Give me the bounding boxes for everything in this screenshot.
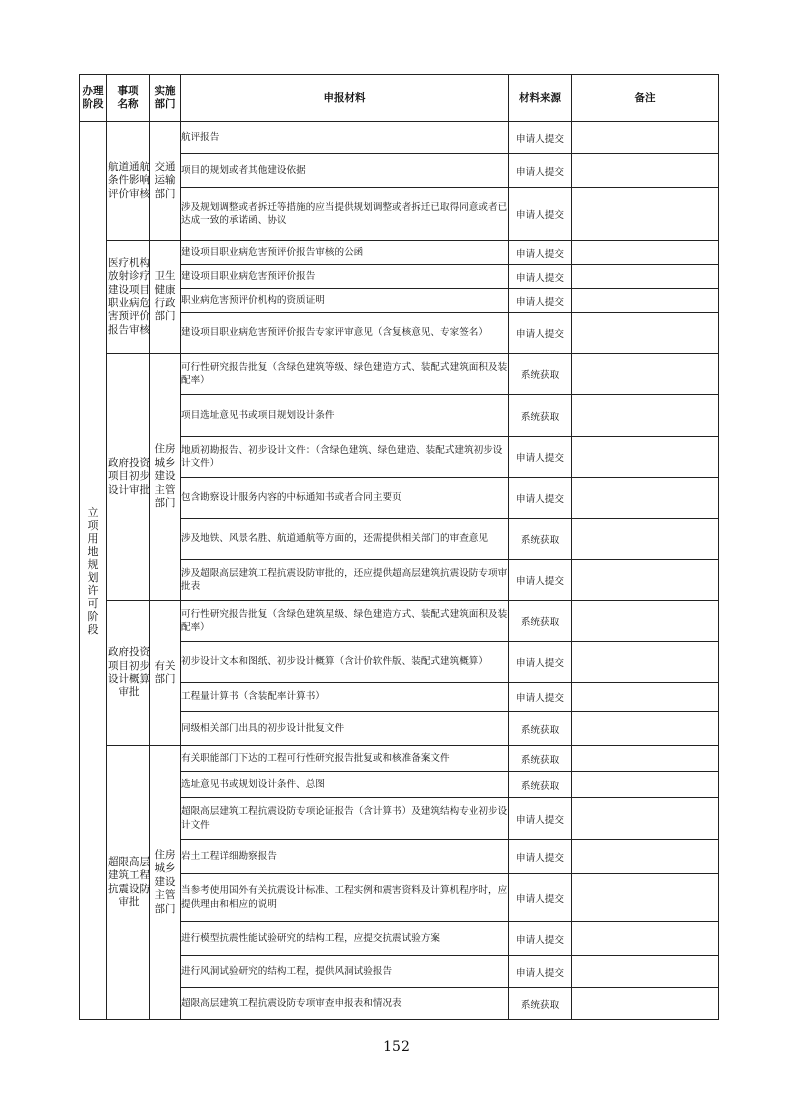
table-row [80, 241, 719, 265]
source-cell: 系统获取 [509, 772, 572, 798]
dept-cell: 住房城乡建设主管部门 [150, 746, 181, 1020]
source-cell: 申请人提交 [509, 265, 572, 289]
header-material: 申报材料 [181, 75, 509, 122]
item-cell: 航道通航条件影响评价审核 [107, 122, 150, 241]
source-cell: 申请人提交 [509, 956, 572, 988]
note-cell [572, 313, 719, 354]
header-item: 事项名称 [107, 75, 150, 122]
header-dept: 实施部门 [150, 75, 181, 122]
note-cell [572, 519, 719, 560]
material-cell: 超限高层建筑工程抗震设防专项论证报告（含计算书）及建筑结构专业初步设计文件 [181, 798, 509, 840]
phase-cell: 立项用地规划许可阶段 [80, 122, 107, 1020]
header-source: 材料来源 [509, 75, 572, 122]
item-cell: 医疗机构放射诊疗建设项目职业病危害预评价报告审核 [107, 241, 150, 354]
source-cell: 申请人提交 [509, 241, 572, 265]
material-cell: 建设项目职业病危害预评价报告专家评审意见（含复核意见、专家签名） [181, 313, 509, 354]
material-cell: 地质初勘报告、初步设计文件：（含绿色建筑、绿色建造、装配式建筑初步设计文件） [181, 437, 509, 478]
material-cell: 有关职能部门下达的工程可行性研究报告批复或和核准备案文件 [181, 746, 509, 772]
table-row [80, 354, 719, 395]
note-cell [572, 478, 719, 519]
material-cell: 项目的规划或者其他建设依据 [181, 154, 509, 188]
source-cell: 系统获取 [509, 519, 572, 560]
dept-cell: 有关部门 [150, 601, 181, 746]
note-cell [572, 988, 719, 1020]
note-cell [572, 712, 719, 746]
page-number: 152 [383, 1039, 410, 1055]
material-cell: 建设项目职业病危害预评价报告审核的公函 [181, 241, 509, 265]
material-cell: 项目选址意见书或项目规划设计条件 [181, 395, 509, 437]
note-cell [572, 241, 719, 265]
material-cell: 进行模型抗震性能试验研究的结构工程，应提交抗震试验方案 [181, 922, 509, 956]
note-cell [572, 265, 719, 289]
source-cell: 系统获取 [509, 746, 572, 772]
item-cell: 超限高层建筑工程抗震设防审批 [107, 746, 150, 1020]
note-cell [572, 601, 719, 642]
source-cell: 系统获取 [509, 395, 572, 437]
source-cell: 申请人提交 [509, 289, 572, 313]
note-cell [572, 188, 719, 241]
note-cell [572, 874, 719, 922]
materials-table [79, 74, 719, 1020]
material-cell: 同级相关部门出具的初步设计批复文件 [181, 712, 509, 746]
note-cell [572, 798, 719, 840]
note-cell [572, 437, 719, 478]
material-cell: 可行性研究报告批复（含绿色建筑等级、绿色建造方式、装配式建筑面积及装配率） [181, 354, 509, 395]
material-cell: 航评报告 [181, 122, 509, 154]
material-cell: 建设项目职业病危害预评价报告 [181, 265, 509, 289]
source-cell: 申请人提交 [509, 798, 572, 840]
note-cell [572, 772, 719, 798]
source-cell: 申请人提交 [509, 154, 572, 188]
item-cell: 政府投资项目初步设计审批 [107, 354, 150, 601]
note-cell [572, 683, 719, 712]
material-cell: 涉及超限高层建筑工程抗震设防审批的，还应提供超高层建筑抗震设防专项审批表 [181, 560, 509, 601]
source-cell: 系统获取 [509, 712, 572, 746]
material-cell: 进行风洞试验研究的结构工程，提供风洞试验报告 [181, 956, 509, 988]
dept-cell: 卫生健康行政部门 [150, 241, 181, 354]
source-cell: 申请人提交 [509, 188, 572, 241]
note-cell [572, 560, 719, 601]
table-header [80, 75, 719, 122]
note-cell [572, 746, 719, 772]
note-cell [572, 154, 719, 188]
material-cell: 涉及地铁、风景名胜、航道通航等方面的，还需提供相关部门的审查意见 [181, 519, 509, 560]
source-cell: 申请人提交 [509, 478, 572, 519]
dept-cell: 交通运输部门 [150, 122, 181, 241]
item-cell: 政府投资项目初步设计概算审批 [107, 601, 150, 746]
note-cell [572, 289, 719, 313]
material-cell: 选址意见书或规划设计条件、总图 [181, 772, 509, 798]
note-cell [572, 122, 719, 154]
source-cell: 系统获取 [509, 988, 572, 1020]
source-cell: 申请人提交 [509, 642, 572, 683]
table-row [80, 746, 719, 772]
source-cell: 申请人提交 [509, 560, 572, 601]
dept-cell: 住房城乡建设主管部门 [150, 354, 181, 601]
note-cell [572, 395, 719, 437]
header-phase: 办理阶段 [80, 75, 107, 122]
material-cell: 包含勘察设计服务内容的中标通知书或者合同主要页 [181, 478, 509, 519]
material-cell: 当参考使用国外有关抗震设计标准、工程实例和震害资料及计算机程序时，应提供理由和相应的说明 [181, 874, 509, 922]
header-note: 备注 [572, 75, 719, 122]
material-cell: 涉及规划调整或者拆迁等措施的应当提供规划调整或者拆迁已取得同意或者已达成一致的承诺函、协议 [181, 188, 509, 241]
source-cell: 申请人提交 [509, 840, 572, 874]
source-cell: 申请人提交 [509, 874, 572, 922]
source-cell: 系统获取 [509, 354, 572, 395]
source-cell: 系统获取 [509, 601, 572, 642]
material-cell: 职业病危害预评价机构的资质证明 [181, 289, 509, 313]
table-row [80, 122, 719, 154]
note-cell [572, 354, 719, 395]
material-cell: 岩土工程详细勘察报告 [181, 840, 509, 874]
source-cell: 申请人提交 [509, 922, 572, 956]
source-cell: 申请人提交 [509, 683, 572, 712]
source-cell: 申请人提交 [509, 313, 572, 354]
material-cell: 工程量计算书（含装配率计算书） [181, 683, 509, 712]
table-body [80, 122, 719, 1020]
note-cell [572, 956, 719, 988]
table-row [80, 601, 719, 642]
source-cell: 申请人提交 [509, 437, 572, 478]
note-cell [572, 840, 719, 874]
material-cell: 超限高层建筑工程抗震设防专项审查申报表和情况表 [181, 988, 509, 1020]
material-cell: 初步设计文本和图纸、初步设计概算（含计价软件版、装配式建筑概算） [181, 642, 509, 683]
note-cell [572, 922, 719, 956]
material-cell: 可行性研究报告批复（含绿色建筑星级、绿色建造方式、装配式建筑面积及装配率） [181, 601, 509, 642]
note-cell [572, 642, 719, 683]
source-cell: 申请人提交 [509, 122, 572, 154]
